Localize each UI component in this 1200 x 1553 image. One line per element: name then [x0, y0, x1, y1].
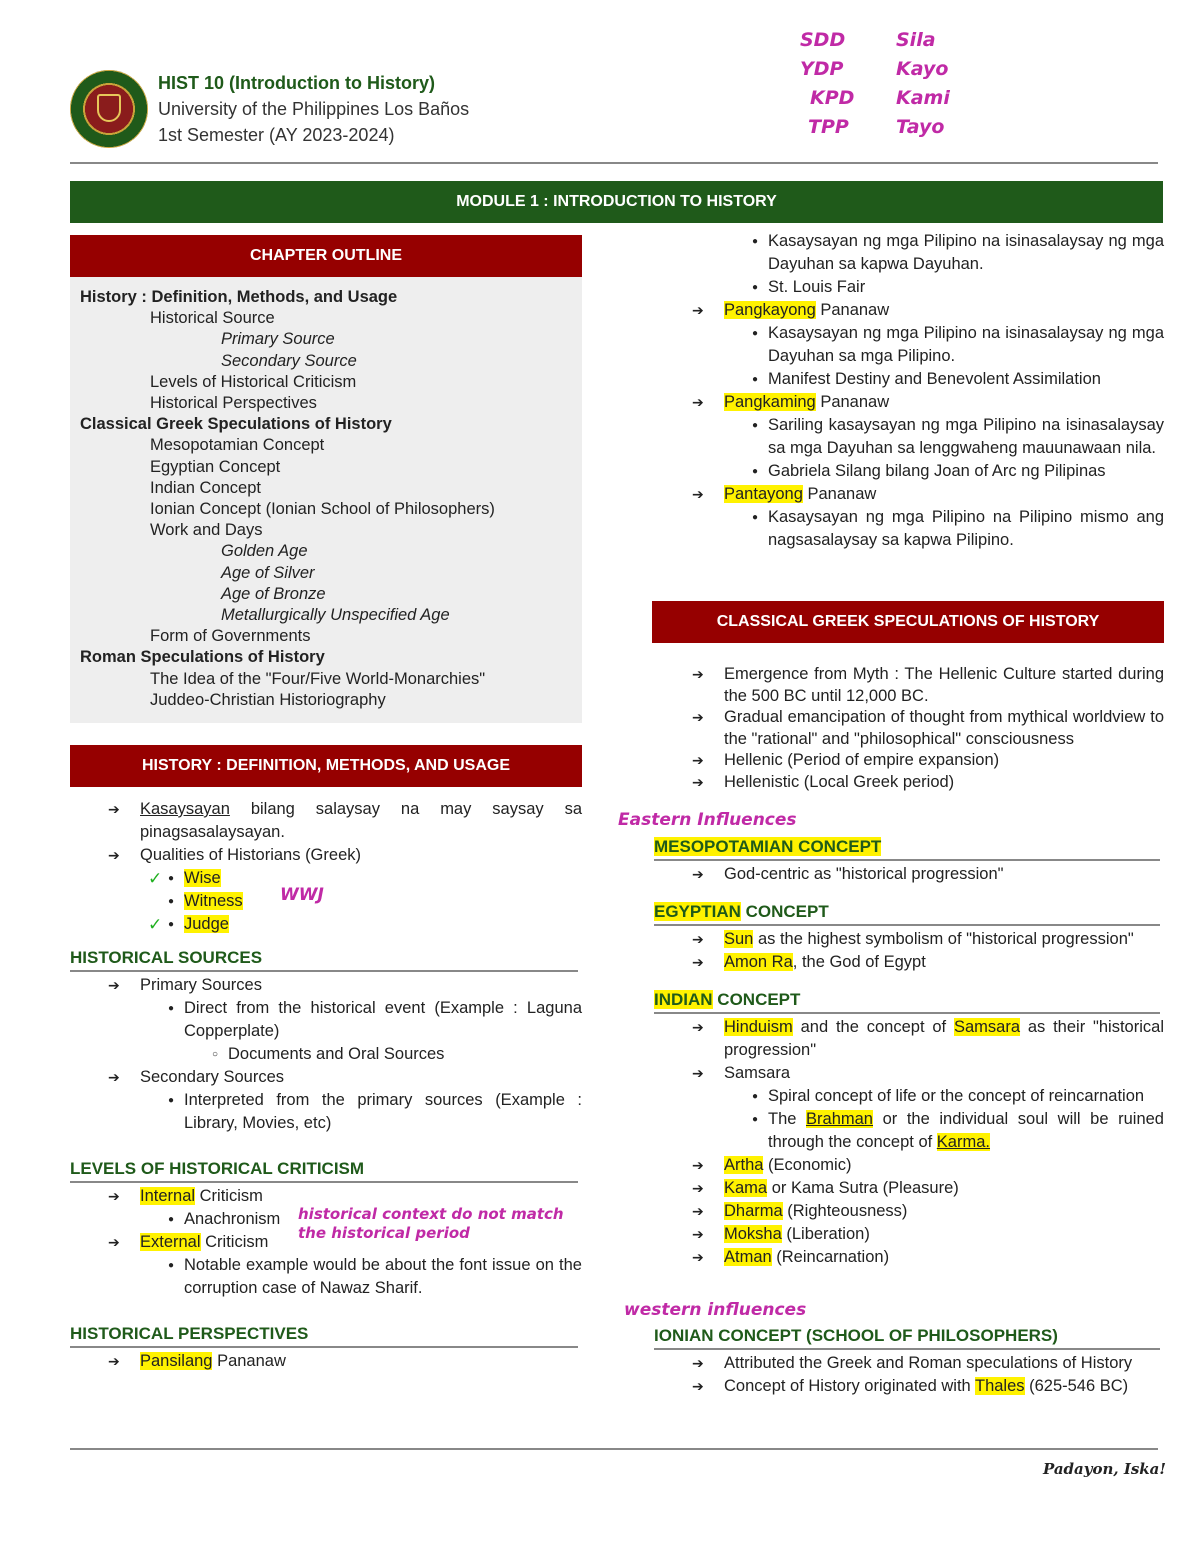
indian-item-artha — [654, 1154, 1164, 1177]
outline-item: Age of Silver — [221, 563, 315, 582]
heading-text: EGYPTIAN — [654, 902, 741, 921]
right-column-lower — [654, 664, 1164, 793]
primary-sources-detail: ● Direct from the historical event (Example : Laguna Copperplate) — [70, 997, 582, 1043]
outline-item: Form of Governments — [150, 627, 311, 646]
term: Karma. — [936, 1133, 990, 1151]
heading-text: CONCEPT — [740, 902, 829, 921]
semester-label: 1st Semester (AY 2023-2024) — [158, 125, 395, 145]
perspective-label: Pananaw — [815, 301, 890, 319]
mesopotamian-item: ➔ God-centric as "historical progression" — [654, 863, 1164, 886]
handwritten-note: Eastern Influences — [618, 810, 797, 830]
left-column — [70, 798, 582, 1373]
outline-item: The Idea of the "Four/Five World-Monarchies" — [150, 669, 486, 688]
pansilang-item — [70, 1350, 582, 1373]
ionian-item-thales — [654, 1375, 1164, 1398]
term-detail: and the concept of — [792, 1018, 954, 1036]
outline-item: Ionian Concept (Ionian School of Philosophers) — [150, 500, 495, 519]
ionian-item-attributed: ➔ Attributed the Greek and Roman speculations of History — [654, 1352, 1164, 1375]
outline-item: Roman Speculations of History — [80, 648, 325, 667]
outline-item: Egyptian Concept — [150, 457, 281, 476]
quality-label: Wise — [184, 869, 221, 887]
quality-witness — [70, 885, 582, 913]
term: Samsara — [953, 1018, 1020, 1036]
pansilang-detail: ● Kasaysayan ng mga Pilipino na isinasalaysay ng mga Dayuhan sa kapwa Dayuhan. — [654, 230, 1164, 276]
quality-wise — [70, 867, 582, 890]
university-seal-icon — [70, 70, 148, 148]
handwritten-pronoun-notes — [800, 26, 950, 142]
footer-divider — [70, 1448, 1158, 1450]
pangkaming-example: ● Gabriela Silang bilang Joan of Arc ng Pilipinas — [654, 460, 1164, 483]
term: Amon Ra — [724, 953, 793, 971]
heading-text: MESOPOTAMIAN CONCEPT — [654, 837, 882, 856]
pangkayong-example: ● Manifest Destiny and Benevolent Assimilation — [654, 368, 1164, 391]
greek-item-hellenistic: ➔ Hellenistic (Local Greek period) — [654, 772, 1164, 794]
term-detail: as the highest symbolism of "historical progression" — [753, 930, 1134, 948]
header-divider — [70, 162, 1158, 164]
section-heading-egyptian — [654, 900, 1160, 926]
samsara-detail-brahman — [654, 1108, 1164, 1154]
heading-text: INDIAN — [654, 990, 713, 1009]
indian-item-kama — [654, 1177, 1164, 1200]
section-heading-indian — [654, 988, 1160, 1014]
chapter-outline — [70, 277, 582, 723]
perspective-label: Pananaw — [802, 485, 877, 503]
outline-item: Primary Source — [221, 330, 335, 349]
term-detail: Concept of History originated with — [724, 1377, 975, 1395]
secondary-sources-detail: ● Interpreted from the primary sources (Example : Library, Movies, etc) — [70, 1089, 582, 1135]
criticism-label: Criticism — [200, 1233, 269, 1251]
external-criticism-detail: ● Notable example would be about the font issue on the corruption case of Nawaz Sharif. — [70, 1254, 582, 1300]
outline-item: Golden Age — [221, 542, 308, 561]
kasaysayan-item — [70, 798, 582, 844]
term: Atman — [724, 1248, 772, 1266]
term-detail: or the individual soul will be ruined through the concept of — [768, 1110, 1164, 1151]
pangkaming-item — [654, 391, 1164, 414]
outline-item: History : Definition, Methods, and Usage — [80, 288, 398, 306]
indian-item-hinduism — [654, 1016, 1164, 1062]
outline-item: Mesopotamian Concept — [150, 436, 325, 455]
indian-item-dharma — [654, 1200, 1164, 1223]
right-column-ionian — [654, 1324, 1164, 1398]
handwritten-note: TPP — [808, 116, 849, 138]
outline-item: Indian Concept — [150, 478, 261, 497]
term: Kama — [724, 1179, 768, 1197]
outline-item: Work and Days — [150, 521, 263, 540]
heading-text: CONCEPT — [712, 990, 801, 1009]
greek-item-myth: ➔ Emergence from Myth : The Hellenic Culture started during the 500 BC until 12,000 BC. — [654, 664, 1164, 707]
external-term: External — [140, 1233, 201, 1251]
greek-section-banner: CLASSICAL GREEK SPECULATIONS OF HISTORY — [652, 601, 1164, 643]
outline-item: Metallurgically Unspecified Age — [221, 606, 450, 625]
term: Thales — [975, 1377, 1025, 1395]
external-criticism-item — [70, 1231, 582, 1254]
kasaysayan-definition: bilang salaysay na may saysay sa pinagsasalaysayan. — [140, 800, 582, 841]
module-title-banner: MODULE 1 : INTRODUCTION TO HISTORY — [70, 181, 1163, 223]
handwritten-note: Kami — [896, 87, 950, 109]
term: Dharma — [724, 1202, 783, 1220]
quality-label: Witness — [184, 892, 243, 910]
indian-item-samsara: ➔ Samsara — [654, 1062, 1164, 1085]
term: Moksha — [724, 1225, 782, 1243]
perspective-term: Pangkayong — [724, 301, 816, 319]
term: Brahman — [806, 1110, 873, 1128]
outline-item: Historical Source — [150, 309, 275, 328]
handwritten-note: Sila — [896, 29, 936, 51]
term-detail: (Righteousness) — [782, 1202, 908, 1220]
outline-item: Classical Greek Speculations of History — [80, 415, 392, 434]
samsara-detail-spiral: ● Spiral concept of life or the concept of reincarnation — [654, 1085, 1164, 1108]
right-column-concepts — [654, 835, 1164, 1269]
term-detail: (Reincarnation) — [771, 1248, 890, 1266]
handwritten-note: Tayo — [896, 116, 945, 138]
history-section-banner: HISTORY : DEFINITION, METHODS, AND USAGE — [70, 745, 582, 787]
handwritten-note: YDP — [800, 58, 844, 80]
quality-judge — [70, 913, 582, 936]
perspective-label: Pananaw — [815, 393, 890, 411]
pantayong-item — [654, 483, 1164, 506]
pansilang-example: ● St. Louis Fair — [654, 276, 1164, 299]
outline-item: Levels of Historical Criticism — [150, 372, 357, 391]
outline-item: Historical Perspectives — [150, 394, 317, 413]
section-heading-perspectives: HISTORICAL PERSPECTIVES — [70, 1322, 578, 1348]
term-detail: (Liberation) — [781, 1225, 870, 1243]
perspective-term: Pantayong — [724, 485, 803, 503]
secondary-sources-item: ➔ Secondary Sources — [70, 1066, 582, 1089]
indian-item-atman — [654, 1246, 1164, 1269]
perspective-term: Pangkaming — [724, 393, 816, 411]
section-heading-criticism: LEVELS OF HISTORICAL CRITICISM — [70, 1157, 578, 1183]
handwritten-note: western influences — [624, 1300, 807, 1320]
term-detail: (625-546 BC) — [1024, 1377, 1129, 1395]
term-detail: or Kama Sutra (Pleasure) — [767, 1179, 959, 1197]
check-icon: ● ✓ — [148, 915, 163, 934]
primary-sources-item: ➔ Primary Sources — [70, 974, 582, 997]
egyptian-item-sun — [654, 928, 1164, 951]
primary-sources-subdetail: ○ Documents and Oral Sources — [70, 1043, 582, 1066]
perspective-label: Pananaw — [212, 1352, 286, 1370]
document-header — [158, 70, 469, 148]
egyptian-item-amon — [654, 951, 1164, 974]
term: Hinduism — [724, 1018, 793, 1036]
criticism-label: Criticism — [195, 1187, 263, 1205]
outline-item: Juddeo-Christian Historiography — [150, 690, 386, 709]
handwritten-note: WWJ — [280, 885, 324, 905]
term-detail: , the God of Egypt — [792, 953, 926, 971]
section-heading-mesopotamian — [654, 835, 1160, 861]
greek-item-hellenic: ➔ Hellenic (Period of empire expansion) — [654, 750, 1164, 772]
kasaysayan-term: Kasaysayan — [140, 800, 230, 818]
indian-item-moksha — [654, 1223, 1164, 1246]
university-name: University of the Philippines Los Baños — [158, 99, 470, 119]
section-heading-ionian: IONIAN CONCEPT (SCHOOL OF PHILOSOPHERS) — [654, 1324, 1160, 1350]
anachronism-label: Anachronism — [184, 1210, 281, 1228]
term-detail: (Economic) — [763, 1156, 852, 1174]
term: Sun — [724, 930, 754, 948]
internal-term: Internal — [140, 1187, 196, 1205]
greek-item-emancipation: ➔ Gradual emancipation of thought from mythical worldview to the "rational" and "philosophical" consciousness — [654, 707, 1164, 750]
term-detail: The — [768, 1110, 807, 1128]
term-detail: as their "historical progression" — [724, 1018, 1164, 1059]
check-icon: ● ✓ — [148, 869, 163, 888]
outline-item: Secondary Source — [221, 351, 357, 370]
footer-motto: Padayon, Iska! — [1042, 1460, 1166, 1478]
term: Artha — [724, 1156, 764, 1174]
handwritten-note: Kayo — [896, 58, 949, 80]
pangkaming-detail: ● Sariling kasaysayan ng mga Pilipino na isinasalaysay sa mga Dayuhan sa lenggwaheng mauunawaan nila. — [654, 414, 1164, 460]
pantayong-detail: ● Kasaysayan ng mga Pilipino na Pilipino mismo ang nagsasalaysay sa kapwa Pilipino. — [654, 506, 1164, 552]
outline-item: Age of Bronze — [221, 584, 326, 603]
chapter-outline-banner: CHAPTER OUTLINE — [70, 235, 582, 277]
course-title: HIST 10 (Introduction to History) — [158, 73, 435, 93]
handwritten-note: SDD — [800, 29, 846, 51]
pangkayong-detail: ● Kasaysayan ng mga Pilipino na isinasalaysay ng mga Dayuhan sa mga Pilipino. — [654, 322, 1164, 368]
right-column — [654, 230, 1164, 552]
perspective-term: Pansilang — [140, 1352, 213, 1370]
handwritten-note: historical context do not match the historical period — [298, 1205, 564, 1242]
quality-label: Judge — [184, 915, 229, 933]
pangkayong-item — [654, 299, 1164, 322]
handwritten-note: KPD — [810, 87, 855, 109]
section-heading-historical-sources: HISTORICAL SOURCES — [70, 946, 578, 972]
qualities-item: ➔ Qualities of Historians (Greek) — [70, 844, 582, 867]
